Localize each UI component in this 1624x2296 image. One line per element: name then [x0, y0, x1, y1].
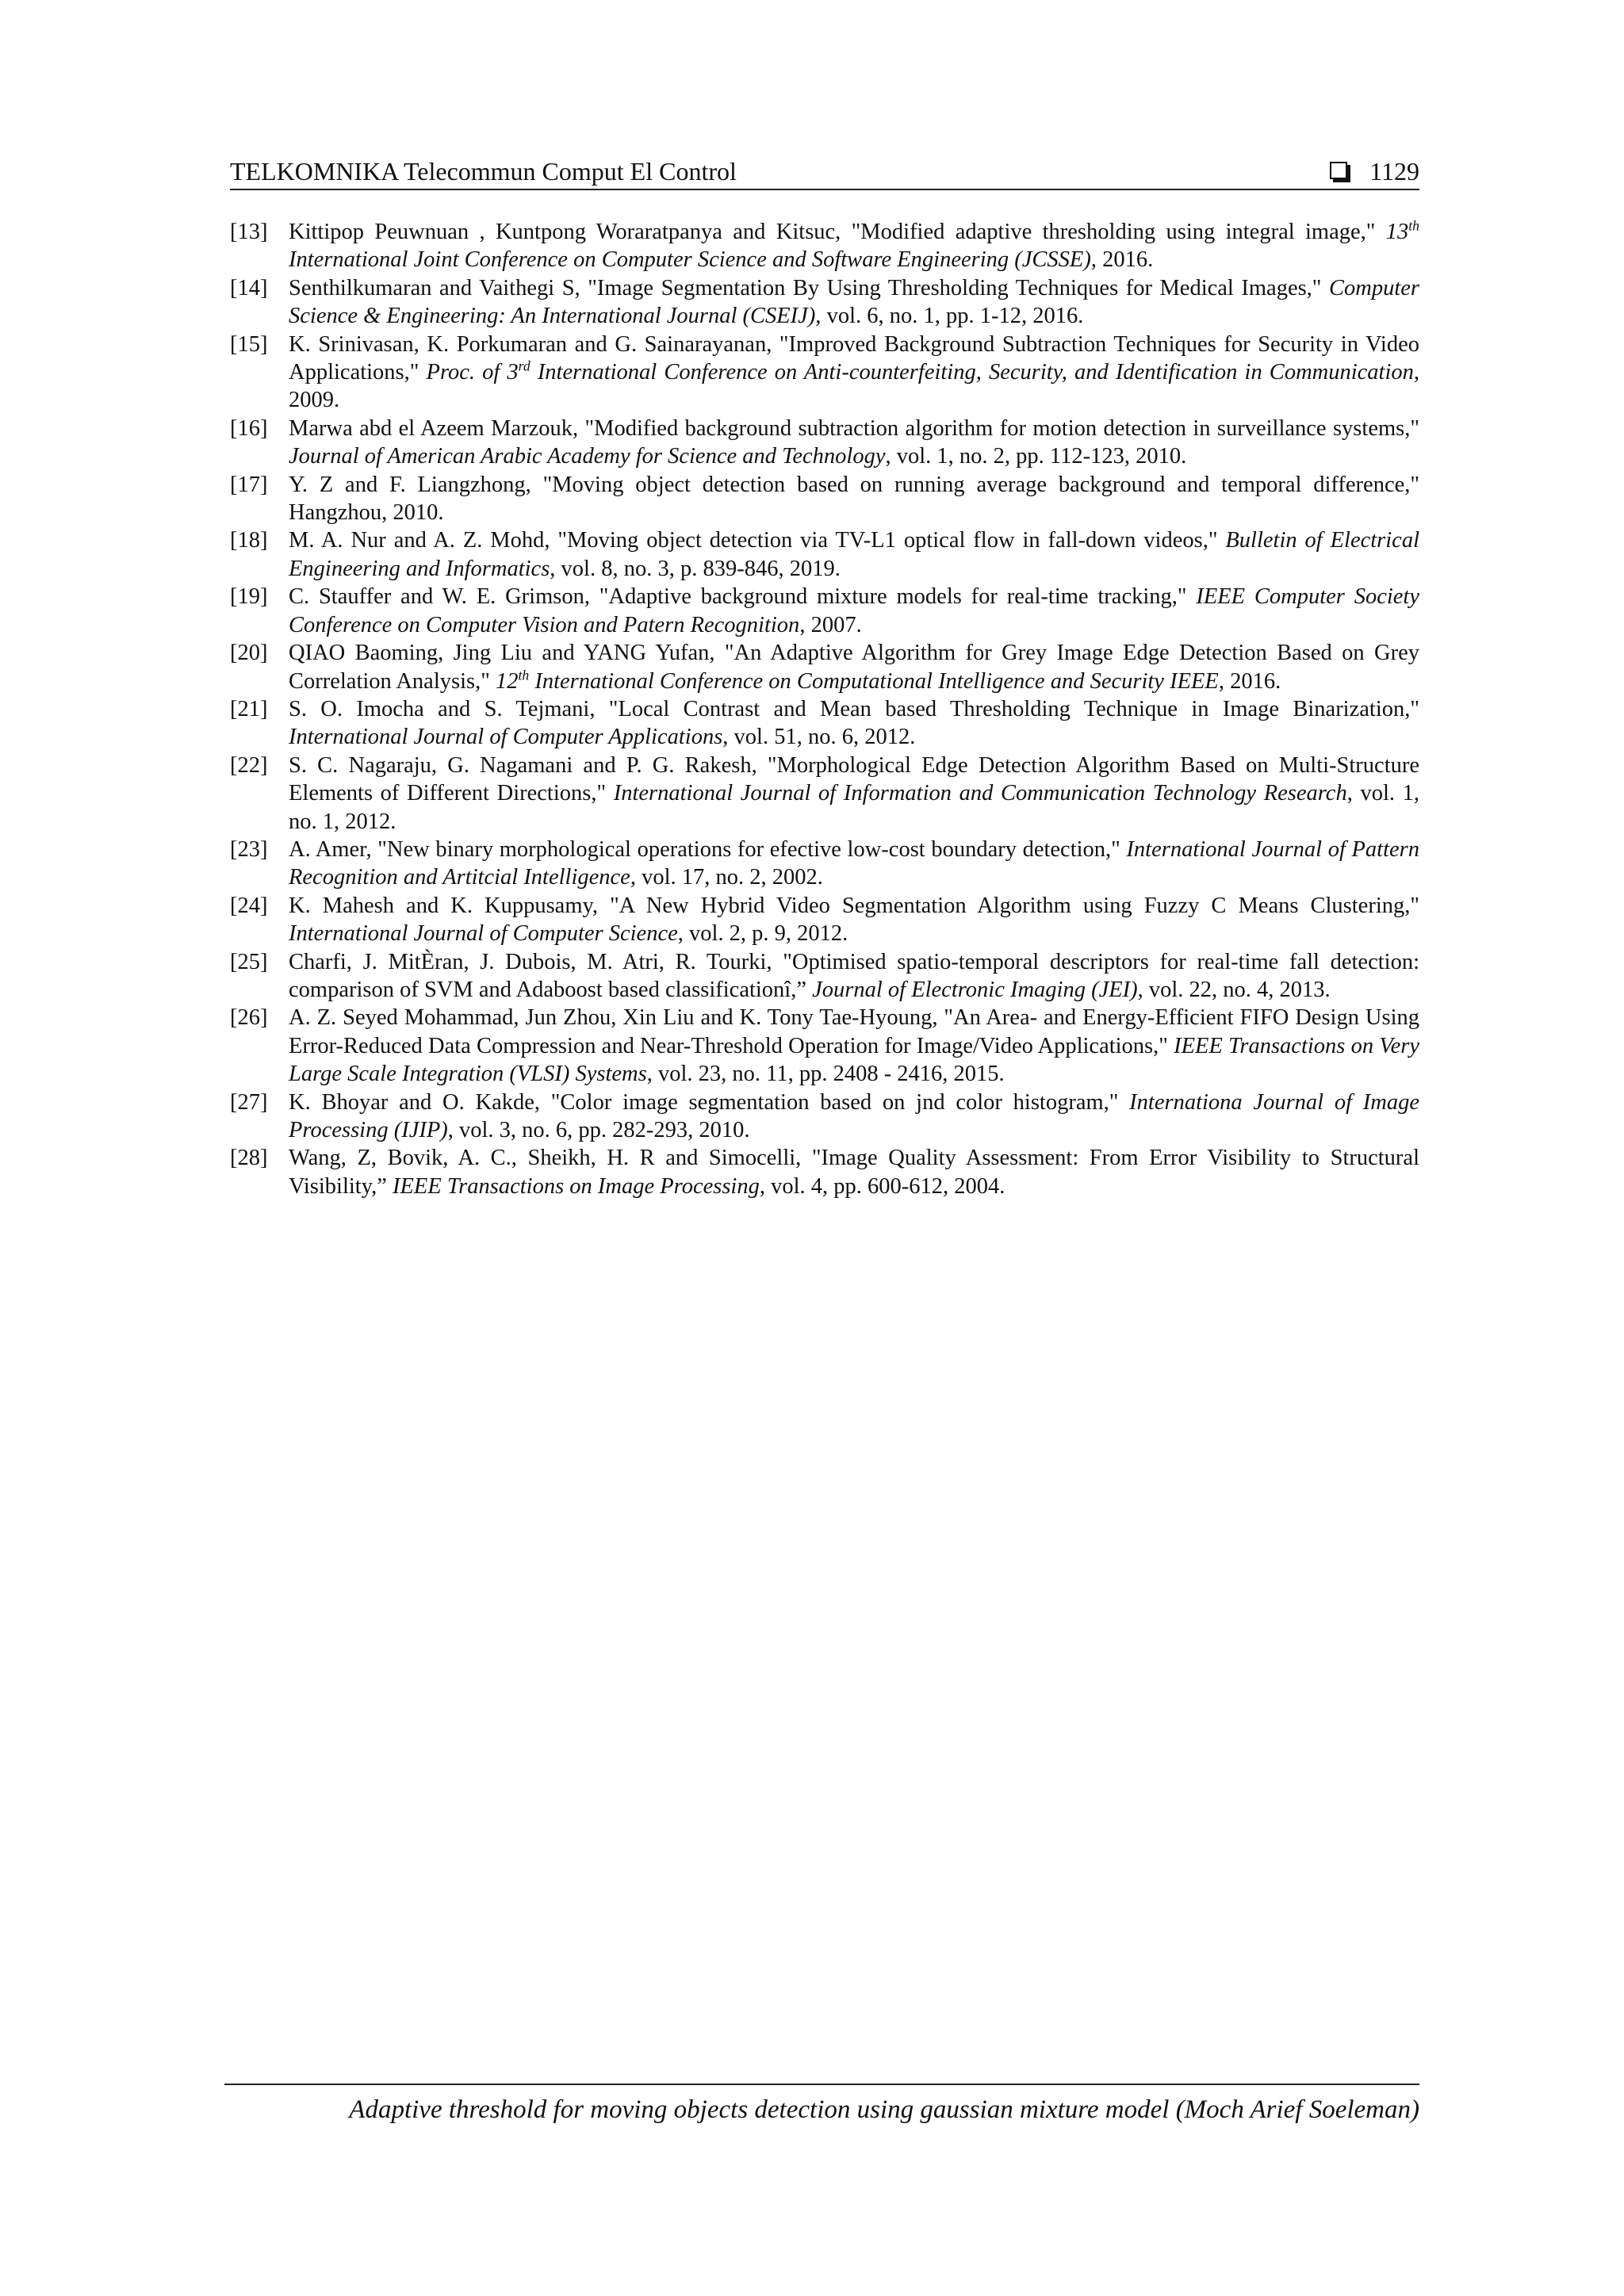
reference-15 [230, 331, 1419, 415]
reference-label: [24] [230, 893, 268, 918]
reference-label: [23] [230, 836, 268, 862]
reference-label: [13] [230, 220, 268, 244]
reference-label: [26] [230, 1005, 268, 1031]
page-number: 1129 [1369, 157, 1419, 186]
square-box-icon [1330, 162, 1347, 179]
reference-17 [230, 471, 1419, 527]
reference-text: K. Mahesh and K. Kuppusamy, "A New Hybrid Video Segmentation Algorithm using Fuzzy C Means Clustering," International Journal of Computer Science, vol. 2, p. 9, 2012. [289, 893, 1419, 947]
reference-27 [230, 1089, 1419, 1145]
reference-text: K. Srinivasan, K. Porkumaran and G. Sainarayanan, "Improved Background Subtraction Techniques for Security in Video Applications," Proc. of 3rd International Conference on Anti-counterfeiting, Security, and Identification in Communication, 2009. [289, 331, 1420, 413]
reference-text: A. Z. Seyed Mohammad, Jun Zhou, Xin Liu and K. Tony Tae-Hyoung, "An Area- and Energy-Efficient FIFO Design Using Error-Reduced Data Compression and Near-Threshold Operation for Image/Video Applications," IEEE Transactions on Very Large Scale Integration (VLSI) Systems, vol. 23, no. 11, pp. 2408 - 2416, 2015. [289, 1005, 1419, 1087]
reference-label: [15] [230, 331, 268, 357]
reference-text: Wang, Z, Bovik, A. C., Sheikh, H. R and Simocelli, "Image Quality Assessment: From Error Visibility to Structural Visibility,” IEEE Transactions on Image Processing, vol. 4, pp. 600-612, 2004. [289, 1146, 1419, 1199]
reference-28 [230, 1144, 1419, 1200]
running-header [230, 152, 1419, 190]
reference-text: Charfi, J. MitÈran, J. Dubois, M. Atri, R. Tourki, "Optimised spatio-temporal descriptors for real-time fall detection: comparison of SVM and Adaboost based classificationî,” Journal of Electronic Imaging (JEI), vol. 22, no. 4, 2013. [289, 949, 1419, 1002]
reference-16 [230, 415, 1419, 471]
reference-20 [230, 639, 1419, 695]
journal-title: TELKOMNIKA Telecommun Comput El Control [230, 157, 737, 186]
reference-list [230, 218, 1419, 1200]
reference-text: Senthilkumaran and Vaithegi S, "Image Segmentation By Using Thresholding Techniques for Medical Images," Computer Science & Engineering: An International Journal (CSEIJ), vol. 6, no. 1, pp. 1-12, 2016. [289, 275, 1419, 329]
reference-24 [230, 892, 1419, 948]
reference-label: [21] [230, 696, 268, 721]
reference-text: M. A. Nur and A. Z. Mohd, "Moving object detection via TV-L1 optical flow in fall-down videos," Bulletin of Electrical Engineering and Informatics, vol. 8, no. 3, p. 839-846, 2019. [289, 528, 1419, 581]
reference-18 [230, 526, 1419, 583]
reference-label: [22] [230, 752, 268, 778]
reference-label: [17] [230, 472, 268, 497]
reference-text: Marwa abd el Azeem Marzouk, "Modified background subtraction algorithm for motion detection in surveillance systems," Journal of American Arabic Academy for Science and Technology, vol. 1, no. 2, pp. 112-123, 2010. [289, 415, 1419, 469]
reference-text: C. Stauffer and W. E. Grimson, "Adaptive background mixture models for real-time tracking," IEEE Computer Society Conference on Computer Vision and Patern Recognition, 2007. [289, 584, 1419, 637]
reference-text: S. C. Nagaraju, G. Nagamani and P. G. Rakesh, "Morphological Edge Detection Algorithm Based on Multi-Structure Elements of Different Directions," International Journal of Information and Communication Technology Research, vol. 1, no. 1, 2012. [289, 752, 1420, 834]
reference-26 [230, 1004, 1419, 1088]
reference-text: A. Amer, "New binary morphological operations for efective low-cost boundary detection," International Journal of Pattern Recognition and Artitcial Intelligence, vol. 17, no. 2, 2002. [289, 836, 1419, 890]
reference-21 [230, 695, 1419, 752]
reference-text: S. O. Imocha and S. Tejmani, "Local Contrast and Mean based Thresholding Technique in Image Binarization," International Journal of Computer Applications, vol. 51, no. 6, 2012. [289, 696, 1419, 750]
reference-label: [20] [230, 641, 268, 666]
reference-label: [28] [230, 1146, 268, 1171]
reference-22 [230, 752, 1419, 836]
reference-label: [14] [230, 275, 268, 300]
reference-text: Kittipop Peuwnuan , Kuntpong Woraratpanya and Kitsuc, "Modified adaptive thresholding using integral image," 13th International Joint Conference on Computer Science and Software Engineering (JCSSE), 2016. [289, 217, 1419, 273]
reference-text: K. Bhoyar and O. Kakde, "Color image segmentation based on jnd color histogram," Internationa Journal of Image Processing (IJIP), vol. 3, no. 6, pp. 282-293, 2010. [289, 1089, 1419, 1142]
reference-23 [230, 836, 1419, 892]
reference-label: [25] [230, 949, 268, 974]
reference-label: [16] [230, 415, 268, 441]
page-number-group [1330, 152, 1419, 190]
reference-label: [19] [230, 584, 268, 610]
reference-19 [230, 583, 1419, 639]
reference-13 [230, 218, 1419, 274]
running-footer [224, 2084, 1419, 2139]
reference-label: [27] [230, 1089, 268, 1115]
footer-rule [224, 2084, 1419, 2085]
reference-text: Y. Z and F. Liangzhong, "Moving object detection based on running average background and temporal difference," Hangzhou, 2010. [289, 472, 1419, 526]
header-rule [230, 189, 1419, 190]
reference-text: QIAO Baoming, Jing Liu and YANG Yufan, "An Adaptive Algorithm for Grey Image Edge Detection Based on Grey Correlation Analysis," 12th International Conference on Computational Intelligence and Security IEEE, 2016. [289, 641, 1419, 694]
reference-25 [230, 948, 1419, 1004]
paper-title-footer: Adaptive threshold for moving objects detection using gaussian mixture model (Moch Arief Soeleman) [349, 2095, 1419, 2124]
reference-14 [230, 274, 1419, 331]
reference-label: [18] [230, 528, 268, 553]
